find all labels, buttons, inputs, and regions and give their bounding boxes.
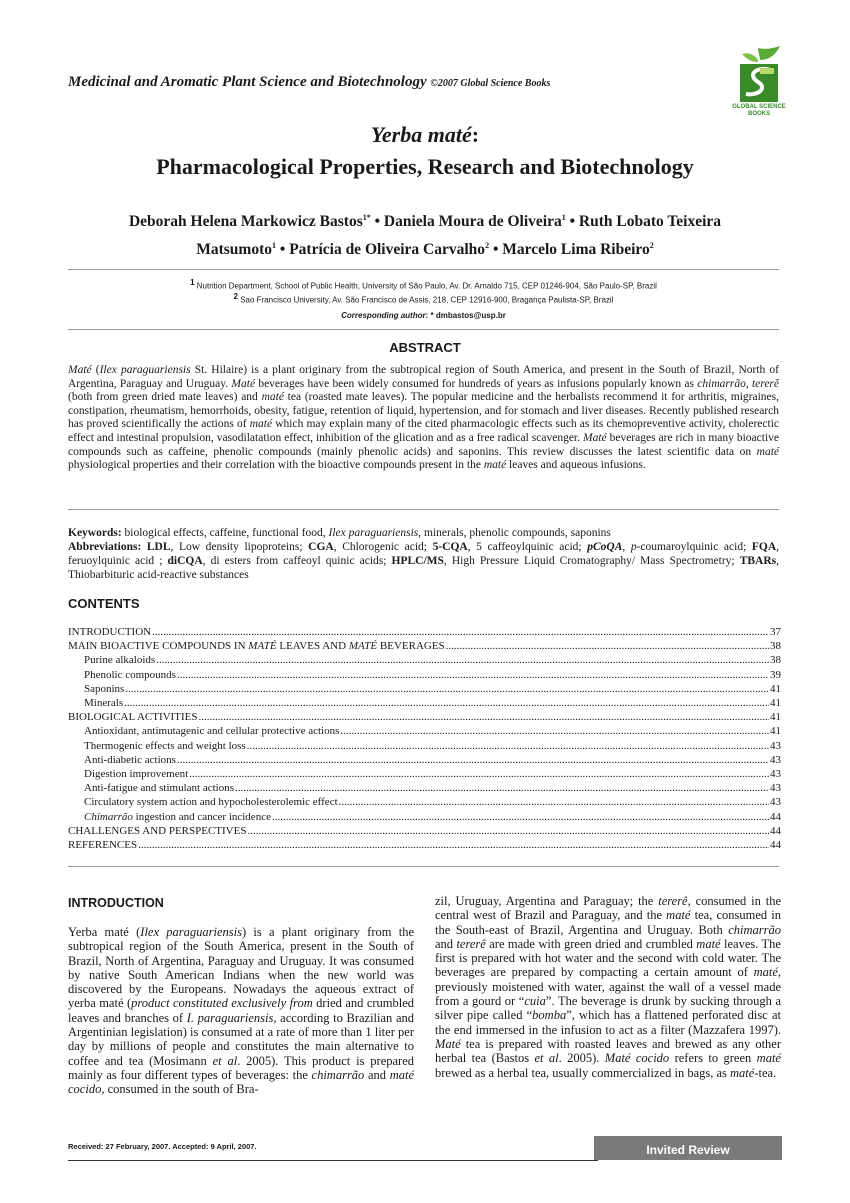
author-2: Daniela Moura de Oliveira <box>383 213 562 231</box>
toc-leader <box>124 696 769 710</box>
t: leaves. The first is prepared with hot water and the second with cold water. The beverages are prepared by compacting a certain amount of <box>435 936 781 980</box>
toc-row[interactable] <box>68 625 781 639</box>
author-sep: • <box>489 241 503 259</box>
t: pCoQA <box>587 541 623 553</box>
body-column-1 <box>68 925 414 1097</box>
toc-page: 43 <box>770 739 781 752</box>
toc-label: CHALLENGES AND PERSPECTIVES <box>68 824 247 837</box>
introduction-heading: INTRODUCTION <box>68 896 164 910</box>
t: , Low density lipoproteins; <box>170 541 309 553</box>
body-column-2 <box>435 894 781 1080</box>
toc-label: BIOLOGICAL ACTIVITIES <box>68 711 198 724</box>
toc-page: 41 <box>770 682 781 695</box>
t: and <box>435 936 457 951</box>
toc-leader <box>138 838 769 852</box>
t: , Chlorogenic acid; <box>333 541 433 553</box>
toc-leader <box>247 824 769 838</box>
author-list <box>60 206 790 262</box>
toc-leader <box>247 739 769 753</box>
toc-page: 43 <box>770 796 781 809</box>
toc-label: Antioxidant, antimutagenic and cellular protective actions <box>84 725 340 738</box>
t: , 5 caffeoylquinic acid; <box>467 541 588 553</box>
t: Ilex paraguariensis <box>328 527 419 539</box>
divider <box>68 509 779 510</box>
toc-page: 41 <box>770 725 781 738</box>
t: chimarrão <box>311 1067 365 1082</box>
t: maté <box>756 1051 781 1066</box>
author-3b: Matsumoto <box>196 241 272 259</box>
title-italic: Yerba maté <box>370 122 472 147</box>
toc-page: 44 <box>770 839 781 852</box>
toc-label: Purine alkaloids <box>84 654 156 667</box>
author-sep: • <box>276 241 290 259</box>
t: Ilex paraguariensis <box>140 925 242 939</box>
title-colon: : <box>471 122 480 147</box>
t: , Thiobarbituric acid-reactive substances <box>68 555 779 581</box>
t: maté <box>249 418 273 431</box>
toc-label: Minerals <box>84 697 124 710</box>
toc-page: 44 <box>770 824 781 837</box>
t: FQA <box>751 541 777 553</box>
t: Yerba maté ( <box>68 925 141 939</box>
divider <box>68 269 779 270</box>
toc-row[interactable] <box>68 838 781 852</box>
t: LDL <box>146 541 171 553</box>
t: Ilex paraguariensis <box>99 364 191 376</box>
author-sep: • <box>565 213 579 231</box>
t: brewed as a herbal tea, usually commercialized in bags, as <box>435 1065 731 1080</box>
t: beverages have been widely consumed for hundreds of years as infusions popularly known as <box>255 377 698 390</box>
t: Maté cocido <box>604 1051 670 1066</box>
author-1-sup: 1* <box>362 213 371 222</box>
abbreviations-label: Abbreviations: <box>68 541 142 553</box>
toc-leader <box>235 781 769 795</box>
t: , <box>745 377 752 390</box>
toc-leader <box>177 668 769 682</box>
t: tea is prepared with roasted leaves and brewed as any other herbal tea (Bastos <box>435 1036 781 1066</box>
author-3a: Ruth Lobato Teixeira <box>578 213 722 231</box>
t: St. Hilaire) is a plant originary from the subtropical region of South America, and present in the South of Brazil, North of Argentina, Paraguay and Uruguay. <box>68 364 779 390</box>
toc-label: Anti-diabetic actions <box>84 753 176 766</box>
contents-heading: CONTENTS <box>68 596 140 611</box>
toc-row[interactable] <box>68 753 781 767</box>
toc-page: 41 <box>770 697 781 710</box>
logo-text-line2: BOOKS <box>747 111 770 117</box>
toc-row[interactable] <box>68 724 781 738</box>
t: tererê <box>456 936 486 951</box>
t: p <box>630 541 637 553</box>
t: -tea. <box>754 1065 777 1080</box>
toc-leader <box>189 767 769 781</box>
toc-leader <box>339 795 769 809</box>
table-of-contents <box>68 625 781 852</box>
t: ( <box>91 364 100 376</box>
t: Maté <box>68 364 92 376</box>
t: maté <box>730 1065 755 1080</box>
author-4-sup: 2 <box>485 241 490 251</box>
toc-label: Thermogenic effects and weight loss <box>84 739 246 752</box>
t: tererê <box>658 894 688 908</box>
logo-text <box>724 104 794 118</box>
t: maté <box>483 459 507 472</box>
abstract-heading: ABSTRACT <box>389 340 461 355</box>
toc-page: 38 <box>770 654 781 667</box>
toc-row[interactable] <box>68 668 781 682</box>
keywords-block <box>68 526 779 582</box>
t: ”. The beverage is drunk by sucking through a silver pipe called “ <box>435 994 781 1023</box>
t: refers to green <box>669 1051 757 1066</box>
t: leaves and aqueous infusions. <box>506 459 646 472</box>
t: and <box>364 1067 390 1082</box>
t: tea (roasted mate leaves). The popular medicine and the herbalists recommend it for arthritis, migraines, constipation, rheumatism, hemorrhoids, obesity, fatigue, retention of liquid, hypertension, and for stomach and liver diseases. Recently published research has proved scientifically the actions of <box>68 391 780 431</box>
footer-rule <box>68 1160 598 1161</box>
t: I. paraguariensis <box>186 1010 274 1025</box>
t: TBARs <box>739 555 777 567</box>
toc-label: Digestion improvement <box>84 768 189 781</box>
toc-row[interactable] <box>68 639 781 653</box>
author-1: Deborah Helena Markowicz Bastos <box>128 213 363 231</box>
toc-leader <box>198 710 769 724</box>
author-3-sup: 1 <box>272 241 276 251</box>
t: Maté <box>435 1036 461 1051</box>
affil-num-1: 1 <box>190 278 195 287</box>
t: , di esters from caffeoyl quinic acids; <box>202 555 392 567</box>
toc-leader <box>152 625 769 639</box>
t: product constituted exclusively from <box>131 996 313 1011</box>
t: bomba <box>532 1008 567 1023</box>
affiliation-2 <box>68 290 779 307</box>
t: maté cocido <box>68 1067 414 1097</box>
t: . 2005). This product is prepared mainly as four different types of beverages: the <box>68 1053 415 1082</box>
toc-label: MAIN BIOACTIVE COMPOUNDS IN MATÉ LEAVES AND MATÉ BEVERAGES <box>68 640 445 653</box>
corresponding-author <box>68 309 779 322</box>
toc-row[interactable] <box>68 824 781 838</box>
t: et al <box>212 1053 238 1068</box>
toc-leader <box>125 682 769 696</box>
t: diCQA <box>167 555 203 567</box>
t: zil, Uruguay, Argentina and Paraguay; the <box>435 894 659 908</box>
abstract-text <box>68 364 779 473</box>
t: maté <box>753 965 778 980</box>
t: maté <box>696 936 721 951</box>
logo-text-line1: GLOBAL SCIENCE <box>732 104 786 110</box>
t: , <box>622 541 631 553</box>
corr-email[interactable]: : * dmbastos@usp.br <box>425 311 506 320</box>
toc-page: 43 <box>770 782 781 795</box>
t: , High Pressure Liquid Cromatography/ Mass Spectrometry; <box>443 555 740 567</box>
t: biological effects, caffeine, functional food, <box>121 527 329 539</box>
author-2-sup: 1 <box>561 213 566 222</box>
t: et al <box>534 1051 559 1066</box>
paper-title-line1 <box>0 120 850 150</box>
t: CGA <box>308 541 334 553</box>
t: HPLC/MS <box>391 555 444 567</box>
t: chimarrão <box>697 377 746 390</box>
t: , consumed in the central west of Brazil and Paraguay, and the <box>435 894 781 923</box>
divider <box>68 329 779 330</box>
copyright: ©2007 Global Science Books <box>430 78 551 89</box>
toc-row[interactable] <box>68 653 781 667</box>
keywords-line <box>68 526 779 540</box>
t: chimarrão <box>728 922 781 937</box>
keywords-label: Keywords: <box>68 527 122 539</box>
toc-row[interactable] <box>68 710 781 724</box>
abbreviations-line <box>68 540 779 582</box>
t: are made with green dried and crumbled <box>485 936 697 951</box>
t: , according to Brazilian and Argentinian legislation) is consumed at a rate of more than 1 liter per day by millions of people and constitutes the main alternative to coffee and tea (Mosimann <box>68 1010 414 1068</box>
t: ) is a plant originary from the subtropical region of the South America, present in the South of Brazil, North of Argentina, Paraguay and Uruguay. It was consumed by native South American Indians when the new world was discovered by the Europeans. Nowadays the aqueous extract of yerba maté ( <box>68 925 414 1011</box>
t: cuia <box>524 994 546 1009</box>
journal-name: Medicinal and Aromatic Plant Science and Biotechnology <box>68 74 427 90</box>
toc-row[interactable] <box>68 739 781 753</box>
t: ”, which has a flattened perforated disc at the end immersed in the infusion to act as a filter (Mazzafera 1997). <box>435 1008 781 1037</box>
t: tererê <box>751 377 780 390</box>
t: beverages are rich in many bioactive compounds such as caffeine, phenolic compounds (mainly phenolic acids) and saponins. This review discusses the latest scientific data on <box>68 431 780 458</box>
toc-leader <box>272 810 769 824</box>
t: , minerals, phenolic compounds, saponins <box>418 527 611 539</box>
t: Maté <box>231 377 256 390</box>
toc-label: INTRODUCTION <box>68 626 152 638</box>
t: maté <box>261 391 284 404</box>
received-dates: Received: 27 February, 2007. Accepted: 9 April, 2007. <box>68 1142 257 1151</box>
toc-page: 43 <box>770 768 781 781</box>
t: 5-CQA <box>432 541 468 553</box>
divider <box>68 866 779 867</box>
paper-title-line2: Pharmacological Properties, Research and Biotechnology <box>156 154 694 179</box>
toc-label: Phenolic compounds <box>84 668 176 681</box>
toc-leader <box>177 753 769 767</box>
author-5-sup: 2 <box>649 241 654 251</box>
toc-label: Circulatory system action and hypocholesterolemic effect <box>84 796 338 809</box>
toc-label: REFERENCES <box>68 839 138 852</box>
t: maté <box>756 445 779 458</box>
toc-page: 39 <box>770 668 781 681</box>
t: , previously moistened with water, against the wall of a vessel made from a gourd or “ <box>435 965 781 1009</box>
toc-page: 41 <box>770 711 781 724</box>
t: maté <box>666 908 691 923</box>
t: physiological properties and their correlation with the bioactive compounds present in the <box>68 459 484 472</box>
toc-label: Saponins <box>84 682 125 695</box>
toc-page: 38 <box>770 640 781 653</box>
toc-leader <box>340 724 769 738</box>
toc-row[interactable] <box>68 696 781 710</box>
corr-label: Corresponding author <box>341 311 426 320</box>
toc-leader <box>446 639 769 653</box>
t: . 2005). <box>558 1051 605 1066</box>
toc-row[interactable] <box>68 682 781 696</box>
author-sep: • <box>370 213 384 231</box>
author-5: Marcelo Lima Ribeiro <box>502 241 650 259</box>
toc-row[interactable] <box>68 795 781 809</box>
journal-header <box>68 74 550 91</box>
affil-text-2: Sao Francisco University, Av. São Francisco de Assis, 218, CEP 12916-900, Bragança Paulista-SP, Brazil <box>238 295 614 305</box>
t: dried and crumbled leaves and branches of <box>68 996 415 1025</box>
toc-label: Chimarrão ingestion and cancer incidence <box>84 810 271 823</box>
toc-page: 43 <box>770 753 781 766</box>
t: -coumaroylquinic acid; <box>636 541 752 553</box>
toc-page: 37 <box>770 626 781 638</box>
t: , consumed in the south of Bra- <box>101 1082 259 1097</box>
author-4: Patrícia de Oliveira Carvalho <box>289 241 486 259</box>
toc-row[interactable] <box>68 767 781 781</box>
affil-text-1: Nutrition Department, School of Public Health, University of São Paulo, Av. Dr. Arnaldo 715, CEP 01246-904, São Paulo-SP, Brazil <box>194 281 657 291</box>
affil-num-2: 2 <box>233 292 238 301</box>
toc-row[interactable] <box>68 781 781 795</box>
t: (both from green dried mate leaves) and <box>68 391 262 404</box>
toc-page: 44 <box>770 810 781 823</box>
t: tea, consumed in the South-east of Brazil, Argentina and Uruguay. Both <box>435 908 781 937</box>
toc-leader <box>156 653 769 667</box>
t: which may explain many of the cited pharmacologic effects such as its chemopreventive activity, cholerectic effect and intestinal propulsion, vasodilatation effect, inhibition of the glication and as a free radical scavenger. <box>68 418 780 444</box>
toc-label: Anti-fatigue and stimulant actions <box>84 782 234 795</box>
invited-review-badge: Invited Review <box>594 1136 782 1160</box>
t: , feruoylquinic acid ; <box>68 541 780 567</box>
toc-row[interactable] <box>68 810 781 824</box>
t: Maté <box>582 431 607 444</box>
